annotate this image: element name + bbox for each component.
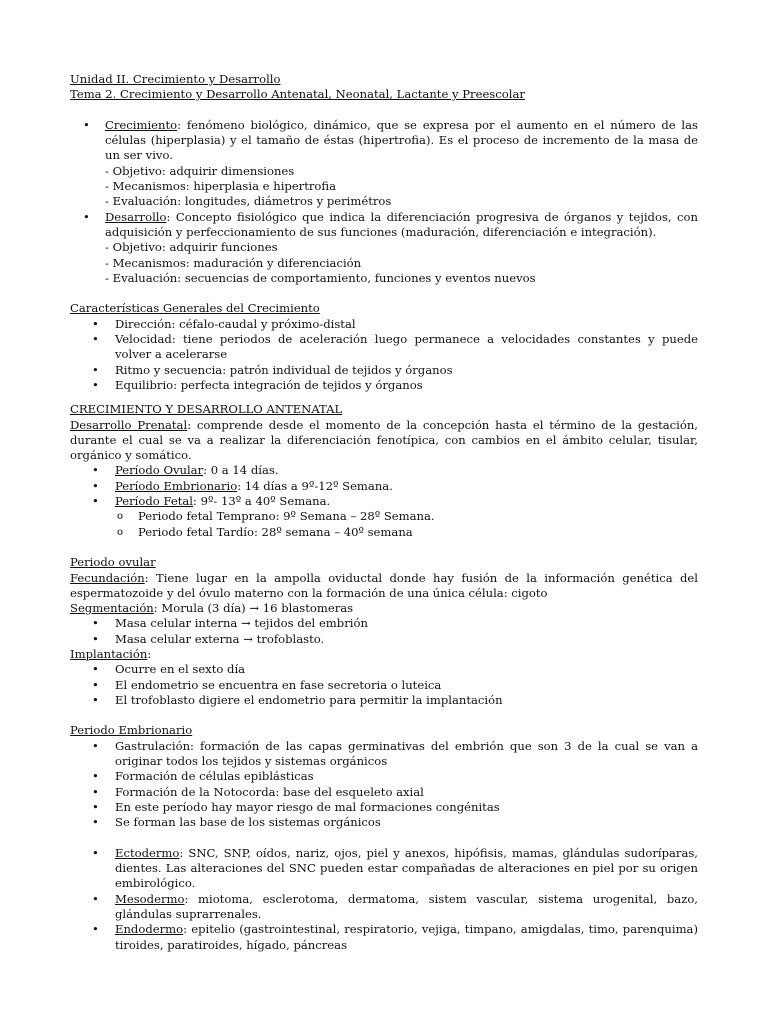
period-term: Período Fetal [115,494,194,509]
embrionario-list [70,739,698,831]
section-heading-ovular: Periodo ovular [70,555,156,570]
list-item [70,494,698,509]
period-text: : 9º- 13º a 40º Semana. [193,494,331,509]
list-item: • El trofoblasto digiere el endometrio para permitir la implantación [70,693,698,708]
list-item [70,463,698,478]
document-content [70,72,698,953]
period-term: Período Ovular [115,463,204,478]
definitions-list [70,118,698,164]
list-item: • Ritmo y secuencia: patrón individual de tejidos y órganos [70,363,698,378]
list-item: • Masa celular externa → trofoblasto. [70,632,698,647]
topic-heading: Tema 2. Crecimiento y Desarrollo Antenatal, Neonatal, Lactante y Preescolar [70,87,525,102]
list-item: • Gastrulación: formación de las capas germinativas del embrión que son 3 de la cual se van a originar todos los tejidos y sistemas orgánicos [70,739,698,770]
period-text: : 14 días a 9º-12º Semana. [237,478,393,493]
term-fecundacion: Fecundación [70,570,145,585]
paragraph-prenatal [70,418,698,464]
dash-line: - Objetivo: adquirir funciones [105,240,278,255]
layer-text: : SNC, SNP, oídos, nariz, ojos, piel y anexos, hipófisis, mamas, glándulas sudoríparas, dientes. Las alteraciones del SNC pueden estar compañadas de alteraciones en piel por su origen embirológico. [115,845,698,891]
layer-text: : miotoma, esclerotoma, dermatoma, sistem vascular, sistema urogenital, bazo, glándulas suprarrenales. [115,891,698,922]
implantacion-suffix: : [147,646,152,661]
text-desarrollo: : Concepto fisiológico que indica la diferenciación progresiva de órganos y tejidos, con adquisición y perfeccionamiento de sus funciones (maduración, diferenciación e integración). [105,209,698,239]
segmentacion-list [70,616,698,647]
list-item [70,922,698,953]
list-item [70,479,698,494]
periods-list [70,463,698,539]
section-heading-antenatal: CRECIMIENTO Y DESARROLLO ANTENATAL [70,402,343,417]
list-item: • Se forman las base de los sistemas orgánicos [70,815,698,830]
period-text: : 0 a 14 días. [203,463,279,478]
dash-line: - Evaluación: secuencias de comportamiento, funciones y eventos nuevos [105,270,536,285]
implantacion-list [70,662,698,708]
list-item: • Masa celular interna → tejidos del embrión [70,616,698,631]
dash-line: - Mecanismos: hiperplasia e hipertrofia [105,179,337,194]
dash-line: - Objetivo: adquirir dimensiones [105,163,295,178]
layer-term: Mesodermo [115,891,185,906]
sub-list-item: o Periodo fetal Tardío: 28º semana – 40º semana [70,525,698,540]
list-item: • Velocidad: tiene periodos de aceleración luego permanece a velocidades constantes y puede volver a acelerarse [70,332,698,363]
term-crecimiento: Crecimiento [105,117,178,132]
definition-crecimiento [70,118,698,164]
term-prenatal: Desarrollo Prenatal [70,417,188,432]
definition-desarrollo [70,210,698,241]
list-item [70,892,698,923]
germ-layers-list [70,846,698,953]
period-term: Período Embrionario [115,478,238,493]
term-segmentacion: Segmentación [70,601,154,616]
list-item [70,846,698,892]
list-item: • Formación de células epiblásticas [70,769,698,784]
list-item: • Formación de la Notocorda: base del esqueleto axial [70,785,698,800]
text-segmentacion: : Morula (3 día) → 16 blastomeras [153,601,354,616]
section-heading-embrionario: Periodo Embrionario [70,723,193,738]
text-prenatal: : comprende desde el momento de la concepción hasta el término de la gestación, durante el cual se va a realizar la diferenciación fenotípica, con cambios en el ámbito celular, tisular, orgánico y somático. [70,417,698,463]
list-item: • El endometrio se encuentra en fase secretoria o luteica [70,678,698,693]
list-item: • Dirección: céfalo-caudal y próximo-distal [70,317,698,332]
paragraph-implantacion [70,647,698,662]
text-fecundacion: : Tiene lugar en la ampolla oviductal donde hay fusión de la información genética del espermatozoide y del óvulo materno con la formación de una única célula: cigoto [70,570,698,600]
text-crecimiento: : fenómeno biológico, dinámico, que se expresa por el aumento en el número de las células (hiperplasia) y el tamaño de éstas (hipertrofia). Es el proceso de incremento de la masa de un ser vivo. [105,117,698,163]
list-item: • En este período hay mayor riesgo de mal formaciones congénitas [70,800,698,815]
layer-term: Ectodermo [115,845,180,860]
paragraph-segmentacion [70,601,698,616]
list-item: • Ocurre en el sexto día [70,662,698,677]
section-heading-caracteristicas: Características Generales del Crecimiento [70,301,320,316]
term-implantacion: Implantación [70,646,148,661]
list-item: • Equilibrio: perfecta integración de tejidos y órganos [70,378,698,393]
term-desarrollo: Desarrollo [105,209,167,224]
dash-line: - Evaluación: longitudes, diámetros y perimétros [105,194,392,209]
unit-heading: Unidad II. Crecimiento y Desarrollo [70,72,281,86]
dash-line: - Mecanismos: maduración y diferenciación [105,255,362,270]
paragraph-fecundacion [70,571,698,602]
layer-term: Endodermo [115,922,184,937]
sub-list-item: o Periodo fetal Temprano: 9º Semana – 28º Semana. [70,509,698,524]
caracteristicas-list [70,317,698,393]
layer-text: : epitelio (gastrointestinal, respiratorio, vejiga, timpano, amigdalas, timo, parenquima) tiroides, paratiroides, hígado, páncreas [115,922,698,952]
definitions-list [70,210,698,241]
